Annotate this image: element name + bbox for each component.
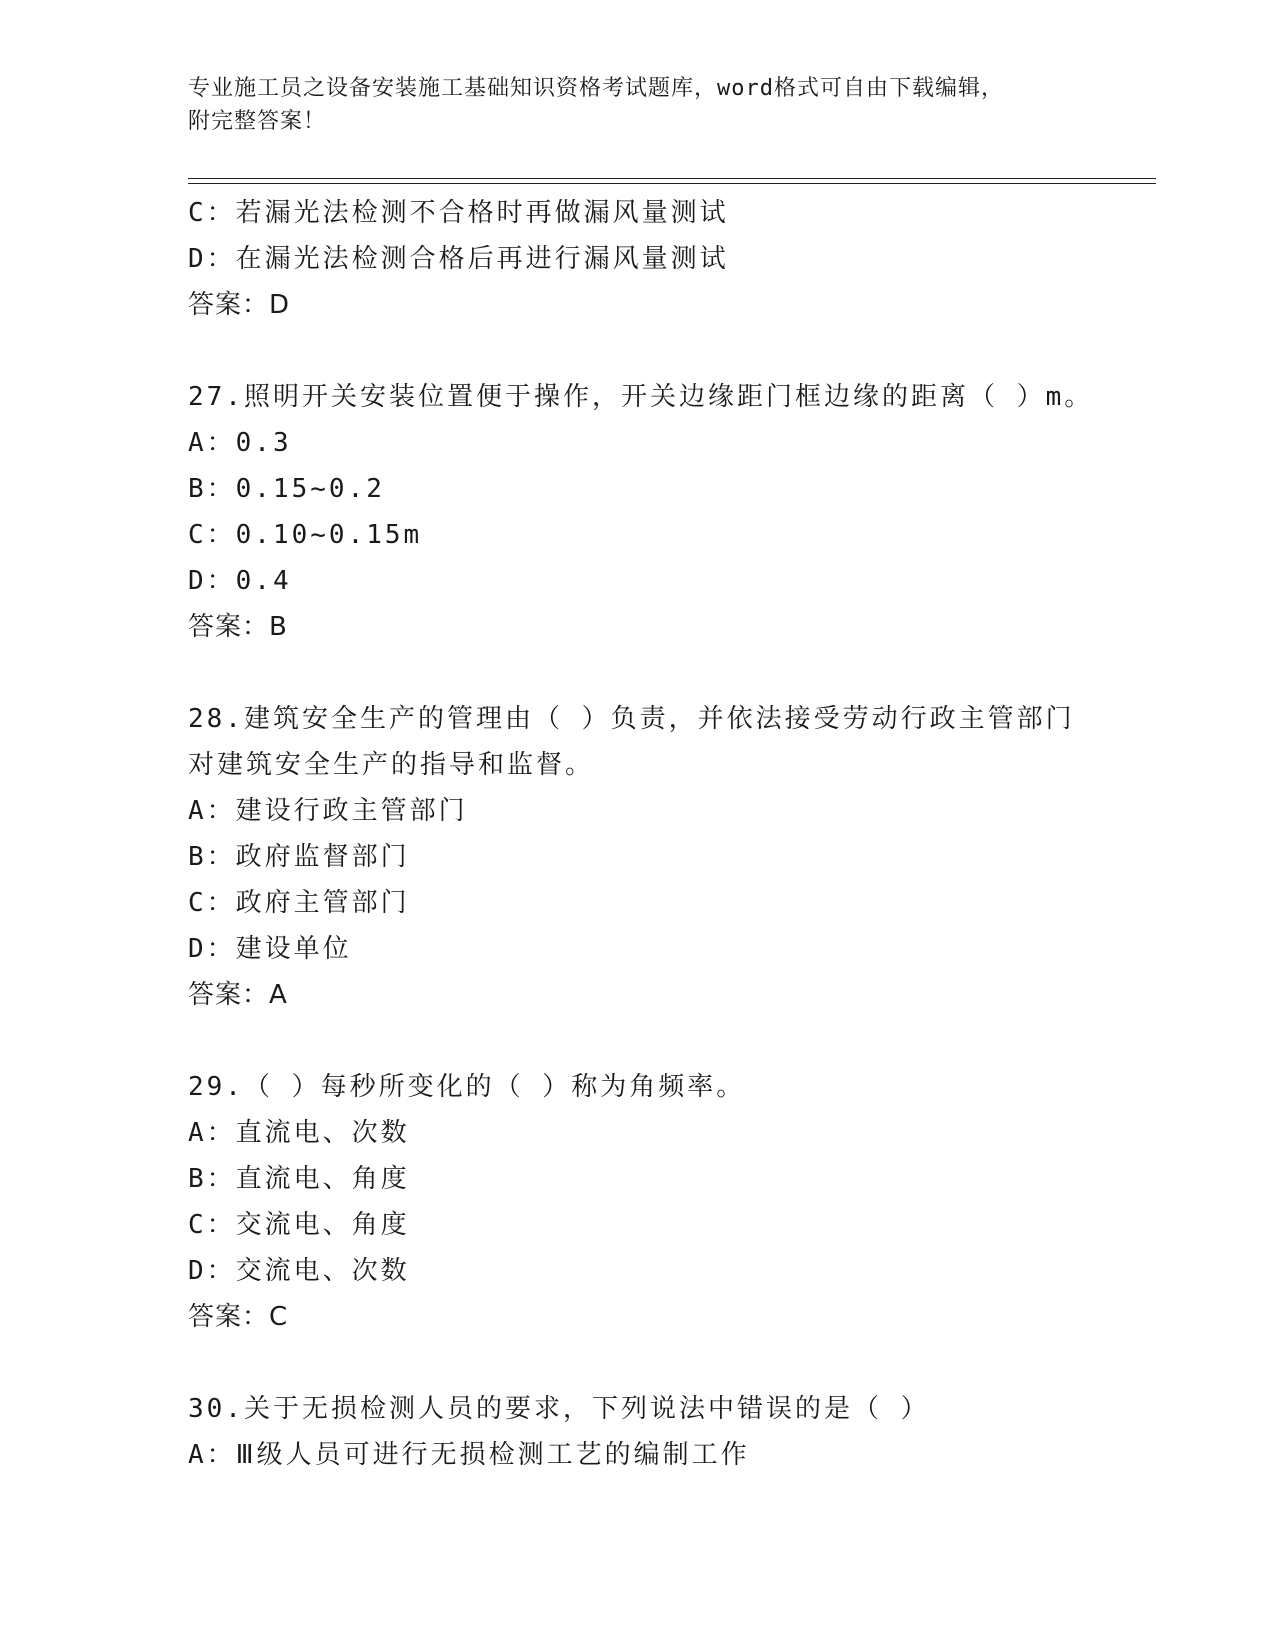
question-text-continued: 对建筑安全生产的指导和监督。 — [188, 750, 595, 780]
option-b: B：政府监督部门 — [188, 842, 410, 872]
option-d: D：建设单位 — [188, 934, 352, 964]
option-a: A：Ⅲ级人员可进行无损检测工艺的编制工作 — [188, 1440, 750, 1470]
option-a: A：建设行政主管部门 — [188, 796, 468, 826]
answer-line: 答案：A — [188, 980, 288, 1010]
question-carry-over — [188, 190, 1088, 328]
question-text: 29.（ ）每秒所变化的（ ）称为角频率。 — [188, 1072, 746, 1102]
header-divider-bottom — [188, 183, 1156, 184]
option-c: C：0.10~0.15m — [188, 520, 423, 550]
option-a: A：0.3 — [188, 428, 292, 458]
document-header — [188, 72, 1078, 138]
question-27 — [188, 374, 1094, 650]
answer-line: 答案：D — [188, 290, 291, 320]
header-line-2: 附完整答案！ — [188, 109, 327, 134]
header-divider-top — [188, 178, 1156, 179]
option-b: B：直流电、角度 — [188, 1164, 410, 1194]
option-d: D：在漏光法检测合格后再进行漏风量测试 — [188, 244, 729, 274]
header-line-1: 专业施工员之设备安装施工基础知识资格考试题库，word格式可自由下载编辑， — [188, 76, 1004, 101]
question-text: 28.建筑安全生产的管理由（ ）负责，并依法接受劳动行政主管部门 — [188, 704, 1075, 734]
option-a: A：直流电、次数 — [188, 1118, 410, 1148]
option-c: C：交流电、角度 — [188, 1210, 410, 1240]
question-29 — [188, 1064, 1088, 1340]
option-d: D：0.4 — [188, 566, 292, 596]
option-d: D：交流电、次数 — [188, 1256, 410, 1286]
question-list — [188, 190, 1094, 1478]
option-c: C：政府主管部门 — [188, 888, 410, 918]
answer-line: 答案：C — [188, 1302, 289, 1332]
option-c: C：若漏光法检测不合格时再做漏风量测试 — [188, 198, 729, 228]
question-text: 30.关于无损检测人员的要求，下列说法中错误的是（ ） — [188, 1394, 930, 1424]
answer-line: 答案：B — [188, 612, 288, 642]
question-text: 27.照明开关安装位置便于操作，开关边缘距门框边缘的距离（ ）m。 — [188, 382, 1094, 412]
question-28 — [188, 696, 1088, 1018]
question-30 — [188, 1386, 1088, 1478]
option-b: B：0.15~0.2 — [188, 474, 385, 504]
